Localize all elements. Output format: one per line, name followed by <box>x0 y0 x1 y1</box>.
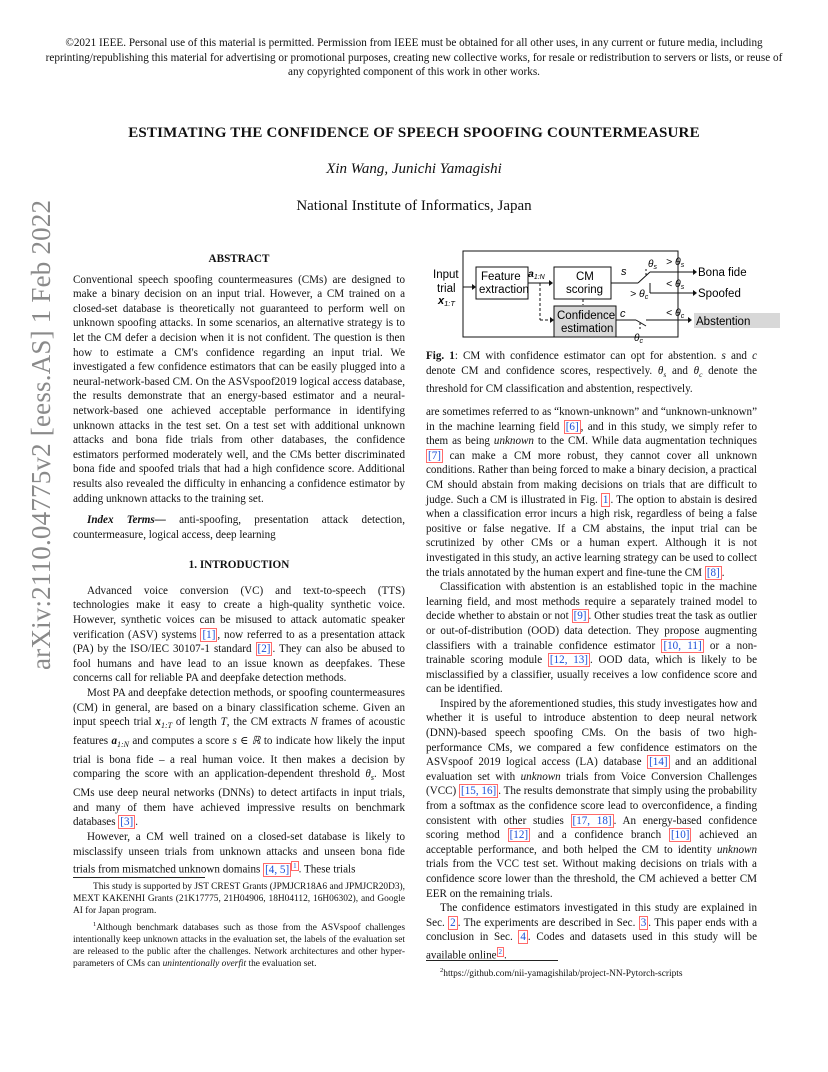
math-symbol: c <box>752 350 757 362</box>
text-run: . <box>721 566 725 579</box>
text-run: . An energy-based confidence scoring method <box>426 814 757 842</box>
scoring-label: scoring <box>566 284 604 296</box>
arrowhead <box>472 284 476 290</box>
math-symbol: s ∈ ℝ <box>232 735 261 748</box>
math-subscript: s <box>663 369 667 379</box>
extraction-label: extraction <box>479 284 529 296</box>
citation-link[interactable]: [10, 11] <box>663 639 702 652</box>
text-run: . OOD data, which is likely to be misclassified by a classifier, usually receives a low confidence score and can be identified. <box>426 654 757 696</box>
text-run: However, a CM well trained on a closed-set database is likely to misclassify unseen trials from unknown attacks and unseen bona fide trials from mismatched unknown domains <box>73 831 405 876</box>
footnote-mark: 1 <box>93 921 97 928</box>
citation-link[interactable]: [9] <box>573 610 587 623</box>
math-subscript: 1:T <box>160 721 173 731</box>
arrowhead <box>549 280 553 286</box>
math-subscript: s <box>370 773 374 783</box>
bona-fide-label: Bona fide <box>698 267 747 279</box>
text-run: The confidence estimators investigated in this study are explained in Sec. <box>426 902 757 929</box>
github-link[interactable]: https://github.com/nii-yamagishilab/project-NN-Pytorch-scripts <box>443 969 683 980</box>
text-run: . The experiments are described in Sec. <box>457 916 639 929</box>
right-paragraph-1 <box>426 405 757 580</box>
arrowhead <box>688 317 692 323</box>
text-run: of length <box>172 716 221 729</box>
math-symbol: x <box>155 716 161 729</box>
text-run: trials from Voice Conversion Challenges (VCC) <box>426 770 758 798</box>
index-terms <box>73 513 405 542</box>
text-run: Most PA and deepfake detection methods, or spoofing countermeasures (CM) in general, are based on a binary classification scheme. Given an input speech trial <box>73 687 405 729</box>
section-link[interactable]: 2 <box>450 916 456 929</box>
text-run: Inspired by the aforementioned studies, this study investigates how and whether it is useful to introduce abstention to deep neural network (DNN)-based speech spoofing CMs. On the basis of two high-performance CMs, we compared a few confidence estimators on the ASVspoof 2019 logical access (LA) database <box>426 697 757 769</box>
text-run: unknown <box>716 843 757 856</box>
math-symbol: s <box>721 350 726 362</box>
text-run: , and in this study, we simply refer to them as being <box>426 420 757 448</box>
lt-theta-s-label: < θs <box>666 278 685 291</box>
intro-paragraph-3 <box>73 830 405 877</box>
citation-link[interactable]: [14] <box>649 756 668 769</box>
input-label: Input <box>433 269 459 281</box>
arrowhead <box>550 317 554 323</box>
right-paragraph-2 <box>426 580 757 697</box>
citation-link[interactable]: [7] <box>428 449 441 462</box>
text-run: . Codes and datasets used in this study will be available online <box>426 931 757 962</box>
abstract-heading: ABSTRACT <box>208 253 270 265</box>
threshold-s-symbol: $\theta_s$ <box>648 259 657 271</box>
copyright-notice: ©2021 IEEE. Personal use of this material is permitted. Permission from IEEE must be obtained for all other uses, in any current or future media, including reprinting/republishing this material for advertising or promotional purposes, creating new collective works, for resale or redistribution to servers or lists, or reuse of any copyrighted component of this work in other works. <box>45 37 783 79</box>
math-subscript: c <box>699 369 703 379</box>
citation-link[interactable]: [10] <box>670 829 690 842</box>
left-column <box>73 252 405 878</box>
footnote-link[interactable]: 2 <box>498 947 503 956</box>
arrowhead <box>693 290 697 296</box>
text-run: to the CM. While data augmentation techniques <box>533 435 757 448</box>
text-run: . These trials <box>298 863 356 876</box>
text-run: . This paper ends with a conclusion in Sec. <box>426 916 757 944</box>
text-run: unknown <box>520 770 561 783</box>
text-run: to indicate how likely the input trial is bona fide – a real human voice. It then makes a decision by comparing the score with an application-dependent threshold <box>73 735 405 781</box>
paper-affiliation: National Institute of Informatics, Japan <box>296 198 532 214</box>
text-run: and <box>725 350 753 362</box>
text-run: and computes a score <box>129 735 233 748</box>
confidence-label: Confidence <box>557 310 616 322</box>
citation-link[interactable]: [3] <box>120 816 134 829</box>
math-symbol: θ <box>693 364 700 377</box>
text-run: achieved an acceptable performance, and both helped the CM to identity <box>426 829 758 856</box>
decision-switch <box>638 272 650 283</box>
paper-authors: Xin Wang, Junichi Yamagishi <box>326 161 502 177</box>
figure-link[interactable]: 1 <box>602 493 609 506</box>
math-symbol: θ <box>365 768 371 781</box>
text-run: , now referred to as a presentation attack (PA) by the ISO/IEC 30107-1 standard <box>73 628 405 656</box>
spoofed-label: Spoofed <box>698 288 741 300</box>
text-run: trials from the VCC test set. Without making decisions on trials with a confidence score lower than the threshold, the CM achieved a better CM EER on the remaining trials. <box>426 858 757 900</box>
section-link[interactable]: 3 <box>640 916 647 929</box>
text-run: Advanced voice conversion (VC) and text-to-speech (TTS) technologies make it easy to create a high-quality synthetic voice. However, synthetic voices can be misused to attack automatic speaker verification (ASV) systems <box>73 584 405 641</box>
figure-1-caption <box>426 349 757 397</box>
feature-label: Feature <box>481 271 521 283</box>
text-run: . They can also be abused to fool humans and have lead to an issue known as deepfakes. These concerns call for reliable PA and deepfake detection methods. <box>73 643 405 685</box>
footnote-mark: 2 <box>440 967 444 974</box>
text-run: . <box>135 816 138 829</box>
text-run: or a non-trainable scoring module <box>426 639 757 667</box>
section-link[interactable]: 4 <box>520 931 526 944</box>
footnote-link[interactable]: 1 <box>293 862 297 871</box>
support-footnote: This study is supported by JST CREST Grants (JPMJCR18A6 and JPMJCR20D3), MEXT KAKENHI Grants (21K17775, 21H04906, 18H04112, 16H06302), and Google AI for Japan program. <box>73 882 405 916</box>
arrowhead <box>693 269 697 275</box>
math-symbol: a <box>111 735 117 748</box>
lt-theta-c-label: < θc <box>666 307 685 320</box>
text-run: , the CM extracts <box>226 716 311 729</box>
text-run: . The results demonstrate that simply using the probability from a softmax as the confidence score lead to overconfidence, a finding consistent with other studies <box>426 785 757 827</box>
index-terms-text: anti-spoofing, presentation attack detection, countermeasure, logical access, deep learning <box>73 514 405 541</box>
confidence-symbol: c <box>620 308 626 320</box>
right-column <box>426 405 757 963</box>
index-terms-label: Index Terms— <box>87 514 166 527</box>
text-run: unknown <box>493 435 534 448</box>
text-run: are sometimes referred to as “known-unknown” and “unknown-unknown” in the machine learning field <box>426 406 757 433</box>
text-run: the evaluation set. <box>246 959 317 970</box>
right-paragraph-3 <box>426 697 757 901</box>
text-run: frames of acoustic features <box>73 716 405 748</box>
text-run: . Other studies treat the task as outlier or out-of-distribution (OOD) data detection. They propose augmenting classifiers with a trainable confidence estimator <box>426 610 757 652</box>
math-symbol: T <box>220 716 227 729</box>
text-run: and a confidence branch <box>530 829 669 842</box>
right-footnote-divider <box>426 960 558 961</box>
text-run: Although benchmark databases such as those from the ASVspoof challenges intentionally keep unknown attacks in the evaluation set, the labels of the evaluation set are released to the public after the challenges. Network architectures and other hyper-parameters of CMs can <box>73 923 405 970</box>
math-symbol: N <box>310 716 318 729</box>
text-run: . Most CMs use deep neural networks (DNNs) to detect artifacts in input trials, and many of them have achieved impressive results on benchmark databases <box>73 768 405 829</box>
text-run: denote the threshold for CM classification and abstention, respectively. <box>426 364 757 396</box>
threshold-c-symbol: $\theta_c$ <box>634 333 643 345</box>
citation-link[interactable]: [4, 5] <box>265 863 290 876</box>
arxiv-side-label[interactable]: arXiv:2110.04775v2 [eess.AS] 1 Feb 2022 <box>26 199 56 670</box>
citation-link[interactable]: [8] <box>706 566 720 579</box>
text-run: Classification with abstention is an established topic in the machine learning field, and most methods require a separately trained model to decide whether to abstain or not <box>426 581 757 623</box>
abstention-switch <box>636 320 646 326</box>
text-run: can make a CM more robust, they cannot cover all unknown conditions. Rather than being forced to make a binary decision, a practical CM should abstain from making decisions on trials that are difficult to judge. Such a CM is illustrated in Fig. <box>426 449 757 506</box>
citation-link[interactable]: [2] <box>257 643 271 656</box>
citation-link[interactable]: [1] <box>202 628 216 641</box>
cm-label: CM <box>576 271 594 283</box>
intro-heading: 1. INTRODUCTION <box>188 559 290 572</box>
gt-theta-c-label: > θc <box>630 288 649 301</box>
estimation-label: estimation <box>561 323 614 335</box>
text-run: : CM with confidence estimator can opt for abstention. <box>454 350 722 362</box>
caption-label: Fig. 1 <box>426 350 455 362</box>
text-run: . <box>504 949 507 962</box>
citation-link[interactable]: [17, 18] <box>572 814 612 827</box>
text-run: unintentionally overfit <box>162 959 247 970</box>
text-run: . The option to abstain is desired when a classification error incurs a high risk, regardless of being a false positive or false negative. If a CM abstains, the input trial can be scrutinized by other CMs or a human expert. Although it is not investigated in this study, an active learning strategy can be used to collect the trials annotated by the human expert and fine-tune the CM <box>426 493 757 579</box>
gt-theta-s-label: > θs <box>666 256 685 269</box>
footnote-1 <box>73 919 405 970</box>
trial-label: trial <box>437 283 456 295</box>
intro-paragraph-2 <box>73 686 405 830</box>
abstention-label: Abstention <box>696 316 751 328</box>
text-run: and <box>666 364 694 377</box>
intro-paragraph-1 <box>73 584 405 686</box>
math-subscript: 1:N <box>117 740 129 750</box>
input-symbol: x1:T <box>438 295 455 308</box>
citation-link[interactable]: [6] <box>565 420 579 433</box>
text-run: denote CM and confidence scores, respectively. <box>426 364 658 377</box>
right-paragraph-4 <box>426 901 757 963</box>
footnote-2 <box>426 965 757 980</box>
citation-link[interactable]: [12] <box>509 829 529 842</box>
text-run: and an additional evaluation set with <box>426 756 757 783</box>
citation-link[interactable]: [12, 13] <box>549 654 588 667</box>
paper-title: ESTIMATING THE CONFIDENCE OF SPEECH SPOOFING COUNTERMEASURE <box>128 125 700 141</box>
figure-1-diagram <box>428 250 784 348</box>
abstract-text: Conventional speech spoofing countermeasures (CMs) are designed to make a binary decision on an input trial. However, a CM trained on a closed-set database is theoretically not guaranteed to perform well on unknown spoofing attacks. In some scenarios, an alternative strategy is to let the CM defer a decision when it is not confident. The question is then how to estimate a CM's confidence regarding an input trial. We investigated a few confidence estimators that can be easily plugged into a neural-network-based CM. On the ASVspoof2019 logical access database, the results demonstrate that an energy-based estimator and a neural-network-based one achieved acceptable performance in identifying unknown attacks in the test set. On a test set with additional unknown attacks and bona fide trials from other databases, the confidence estimators performed moderately well, and the CMs better discriminated bona fide and spoofed trials that had a high confidence score. Additional results also revealed the difficulty in enhancing a confidence estimator by adding unknown attacks to the training set. <box>73 273 405 505</box>
left-footnotes <box>73 881 405 970</box>
math-symbol: θ <box>657 364 664 377</box>
footnote-divider <box>73 877 205 878</box>
feature-symbol: a1:N <box>528 268 545 281</box>
citation-link[interactable]: [15, 16] <box>461 785 497 798</box>
score-symbol: s <box>621 266 627 278</box>
